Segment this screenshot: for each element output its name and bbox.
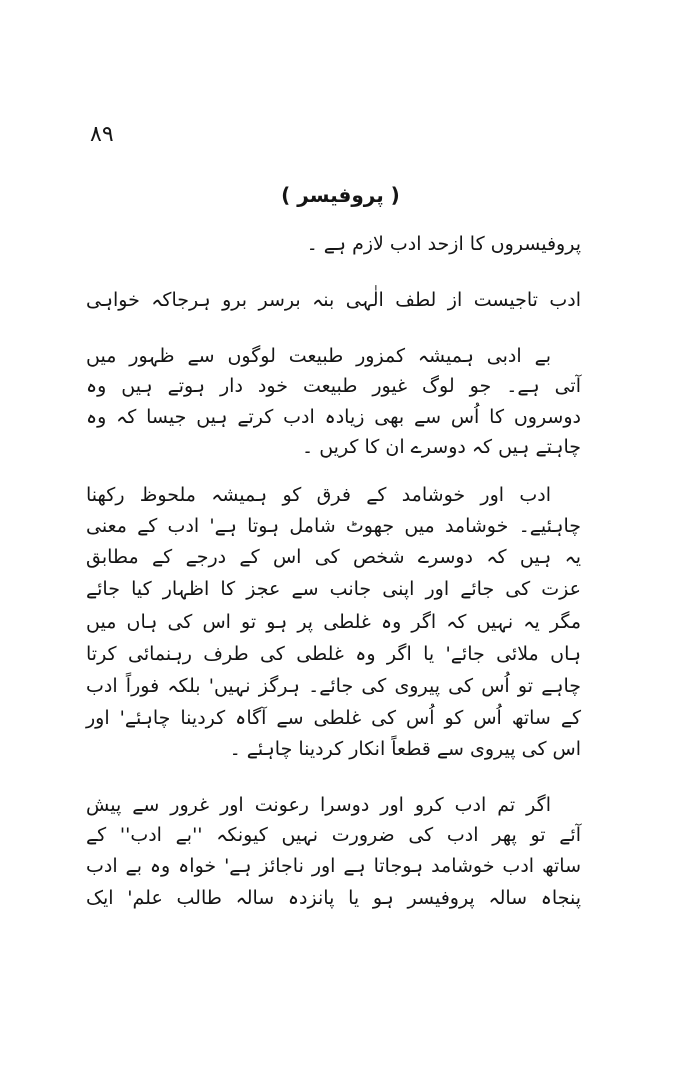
- text-line: پروفیسروں کا ازحد ادب لازم ہے ۔: [306, 233, 581, 255]
- text-line: ادب اور خوشامد کے فرق کو ہمیشہ ملحوظ رکھنا: [86, 484, 551, 506]
- text-line: چاہے تو اُس کی پیروی کی جائے۔ ہرگز نہیں' بلکہ فوراً ادب: [86, 675, 581, 697]
- text-line: اس کی پیروی سے قطعاً انکار کردینا چاہئے ۔: [229, 738, 581, 760]
- text-line: کے ساتھ اُس کو اُس کی غلطی سے آگاہ کردینا چاہئے' اور: [86, 707, 581, 729]
- page-number: ۸۹: [90, 122, 114, 147]
- text-line: پنجاہ سالہ پروفیسر ہو یا پانزدہ سالہ طالب علم' ایک: [86, 887, 581, 909]
- text-line: عزت کی جائے اور اپنی جانب سے عجز کا اظہار کیا جائے: [86, 578, 581, 600]
- text-line: اگر تم ادب کرو اور دوسرا رعونت اور غرور سے پیش: [86, 794, 551, 816]
- verse-line: ادب تاجیست از لطف الٰہی بنہ برسر برو ہرجاکہ خواہی: [86, 289, 581, 311]
- text-line: دوسروں کا اُس سے بھی زیادہ ادب کرتے ہیں جیسا کہ وہ: [86, 406, 581, 428]
- text-line: آتی ہے۔ جو لوگ غیور طبیعت خود دار ہوتے ہیں وہ: [86, 375, 581, 397]
- text-line: مگر یہ نہیں کہ اگر وہ غلطی پر ہو تو اس کی ہاں میں: [86, 611, 581, 633]
- text-line: چاہئیے۔ خوشامد میں جھوٹ شامل ہوتا ہے' ادب کے معنی: [86, 515, 581, 537]
- text-line: یہ ہیں کہ دوسرے شخص کی اس کے درجے کے مطابق: [86, 546, 581, 568]
- text-line: ساتھ ادب خوشامد ہوجاتا ہے اور ناجائز ہے' خواہ وہ بے ادب: [86, 855, 581, 877]
- text-line: بے ادبی ہمیشہ کمزور طبیعت لوگوں سے ظہور میں: [86, 345, 551, 367]
- text-line: ہاں ملائی جائے' یا اگر وہ غلطی کی طرف رہنمائی کرتا: [86, 643, 581, 665]
- text-line: چاہتے ہیں کہ دوسرے ان کا کریں ۔: [302, 436, 581, 458]
- chapter-heading: ( پروفیسر ): [281, 183, 400, 207]
- text-line: آئے تو پھر ادب کی ضرورت نہیں کیونکہ ''بے ادب'' کے: [86, 824, 581, 846]
